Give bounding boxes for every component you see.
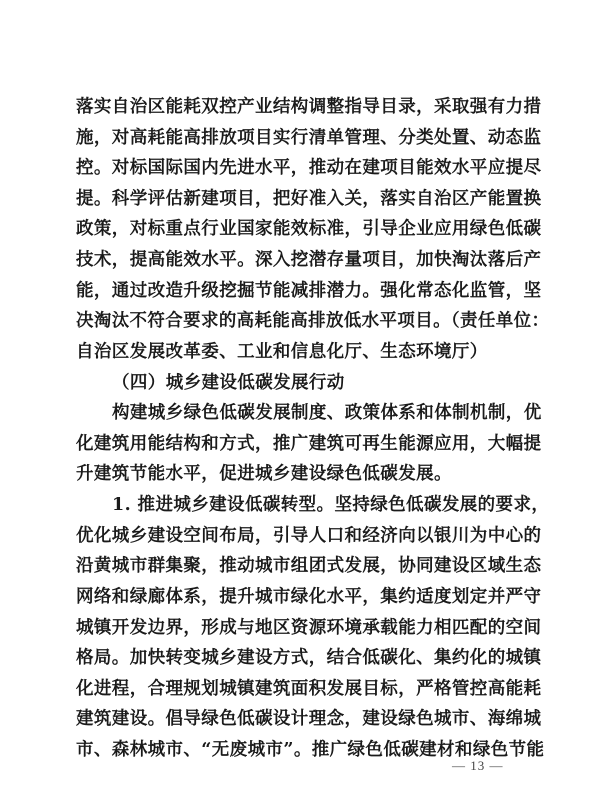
section-heading: （四）城乡建设低碳发展行动 — [112, 372, 345, 393]
body-line-20: 化进程，合理规划城镇建筑面积发展目标，严格管控高能耗 — [76, 678, 542, 699]
body-line-22: 市、森林城市、“无废城市”。推广绿色低碳建材和绿色节能 — [76, 740, 545, 760]
body-line-2: 施，对高耗能高排放项目实行清单管理、分类处置、动态监 — [76, 127, 542, 148]
body-line-6: 技术，提高能效水平。深入挖潜存量项目，加快淘汰落后产 — [76, 250, 542, 271]
body-line-1: 落实自治区能耗双控产业结构调整指导目录，采取强有力措 — [76, 97, 542, 117]
body-line-7: 能，通过改造升级挖掘节能减排潜力。强化常态化监管，坚 — [76, 280, 542, 301]
body-line-14: 1. 推进城乡建设低碳转型。坚持绿色低碳发展的要求， — [112, 495, 550, 516]
body-line-17: 网络和绿廊体系，提升城市绿化水平，集约适度划定并严守 — [76, 586, 542, 607]
body-line-5: 政策，对标重点行业国家能效标准，引导企业应用绿色低碳 — [76, 219, 542, 240]
body-line-3: 控。对标国际国内先进水平，推动在建项目能效水平应提尽 — [76, 158, 542, 179]
body-line-9: 自治区发展改革委、工业和信息化厅、生态环境厅） — [76, 341, 488, 362]
body-line-15: 优化城乡建设空间布局，引导人口和经济向以银川为中心的 — [76, 525, 542, 546]
body-line-8: 决淘汰不符合要求的高耗能高排放低水平项目。（责任单位： — [76, 311, 550, 332]
body-line-11: 构建城乡绿色低碳发展制度、政策体系和体制机制，优 — [112, 403, 542, 424]
body-line-16: 沿黄城市群集聚，推动城市组团式发展，协同建设区域生态 — [76, 556, 542, 577]
body-line-18: 城镇开发边界，形成与地区资源环境承载能力相匹配的空间 — [76, 617, 542, 638]
body-line-4: 提。科学评估新建项目，把好准入关，落实自治区产能置换 — [76, 188, 542, 209]
page-number: — 13 — — [452, 758, 504, 773]
body-line-12: 化建筑用能结构和方式，推广建筑可再生能源应用，大幅提 — [76, 433, 542, 454]
body-line-19: 格局。加快转变城乡建设方式，结合低碳化、集约化的城镇 — [76, 648, 542, 669]
body-line-21: 建筑建设。倡导绿色低碳设计理念，建设绿色城市、海绵城 — [76, 709, 542, 730]
body-line-13: 升建筑节能水平，促进城乡建设绿色低碳发展。 — [76, 464, 452, 485]
